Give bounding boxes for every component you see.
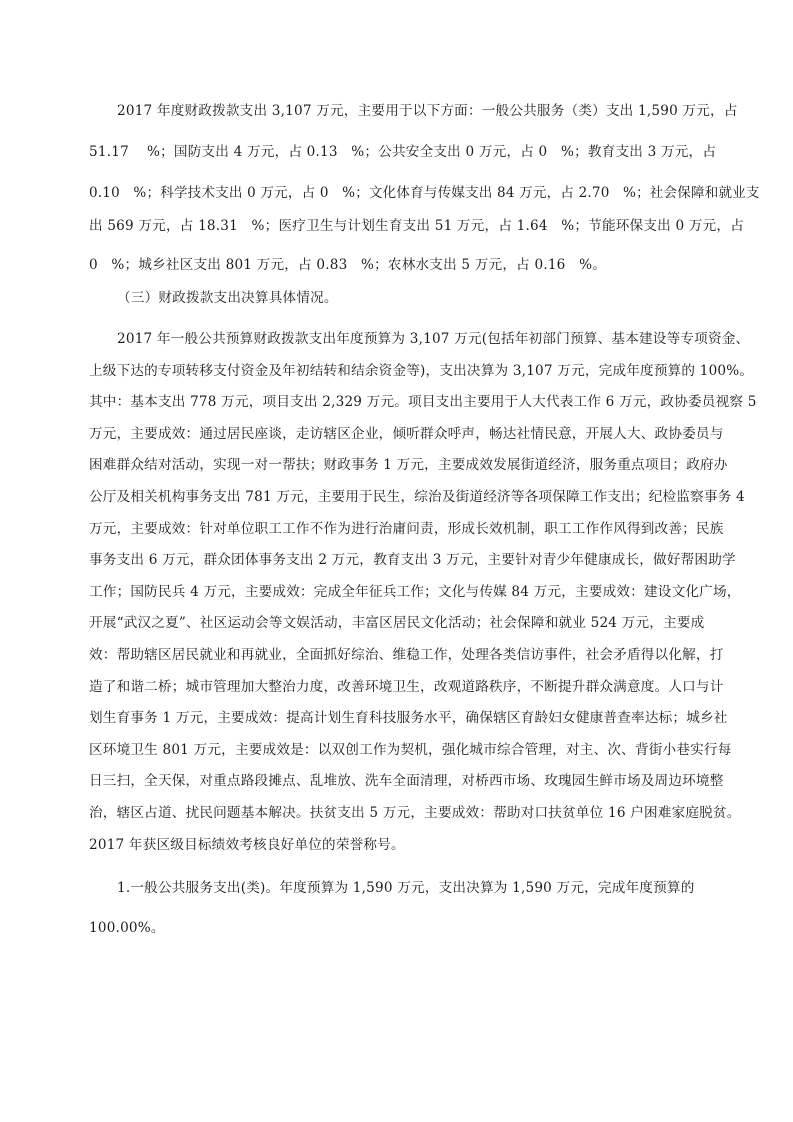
paragraph-line: 2017 年一般公共预算财政拨款支出年度预算为 3,107 万元(包括年初部门预算、基本建设等专项资金、 (117, 331, 750, 347)
paragraph-line: 效：帮助辖区居民就业和再就业，全面抓好综治、维稳工作，处理各类信访事件，社会矛盾得以化解，打 (89, 647, 724, 663)
paragraph-line: 1.一般公共服务支出(类)。年度预算为 1,590 万元，支出决算为 1,590 万元，完成年度预算的 (117, 880, 695, 896)
paragraph-line: 治，辖区占道、扰民问题基本解决。扶贫支出 5 万元，主要成效：帮助对口扶贫单位 16 户困难家庭脱贫。 (89, 805, 741, 821)
paragraph-line: 100.00%。 (89, 920, 165, 936)
paragraph-line: 划生育事务 1 万元，主要成效：提高计划生育科技服务水平，确保辖区育龄妇女健康普查率达标；城乡社 (89, 710, 728, 726)
paragraph-line: 困难群众结对活动，实现一对一帮扶；财政事务 1 万元，主要成效发展街道经济，服务重点项目；政府办 (89, 457, 728, 473)
paragraph-line: 事务支出 6 万元，群众团体事务支出 2 万元，教育支出 3 万元，主要针对青少年健康成长，做好帮困助学 (89, 552, 736, 568)
paragraph-line: 日三扫，全天保，对重点路段摊点、乱堆放、洗车全面清理，对桥西市场、玫瑰园生鲜市场及周边环境整 (89, 773, 724, 789)
paragraph-line: 工作；国防民兵 4 万元，主要成效：完成全年征兵工作；文化与传媒 84 万元，主要成效：建设文化广场， (89, 584, 741, 600)
section-heading: （三）财政拨款支出决算具体情况。 (117, 290, 338, 306)
paragraph-line: 2017 年获区级目标绩效考核良好单位的荣誉称号。 (89, 837, 405, 853)
paragraph-line: 0.10 %；科学技术支出 0 万元，占 0 %；文化体育与传媒支出 84 万元，占 2.70 %；社会保障和就业支 (89, 185, 760, 201)
paragraph-line: 出 569 万元，占 18.31 %；医疗卫生与计划生育支出 51 万元，占 1.64 %；节能环保支出 0 万元，占 (89, 218, 745, 234)
paragraph-line: 区环境卫生 801 万元，主要成效是：以双创工作为契机，强化城市综合管理，对主、次、背街小巷实行每 (89, 742, 732, 758)
paragraph-line: 上级下达的专项转移支付资金及年初结转和结余资金等)，支出决算为 3,107 万元，完成年度预算的 100%。 (89, 363, 754, 379)
paragraph-line: 51.17 %；国防支出 4 万元，占 0.13 %；公共安全支出 0 万元，占 0 %；教育支出 3 万元，占 (89, 144, 717, 160)
paragraph-line: 2017 年度财政拨款支出 3,107 万元，主要用于以下方面：一般公共服务（类）支出 1,590 万元，占 (117, 103, 738, 119)
paragraph-line: 开展“武汉之夏”、社区运动会等文娱活动，丰富区居民文化活动；社会保障和就业 524 万元，主要成 (89, 615, 705, 631)
paragraph-line: 其中：基本支出 778 万元，项目支出 2,329 万元。项目支出主要用于人大代表工作 6 万元，政协委员视察 5 (89, 394, 757, 410)
paragraph-line: 造了和谐二桥；城市管理加大整治力度，改善环境卫生，改观道路秩序，不断提升群众满意度。人口与计 (89, 679, 724, 695)
paragraph-line: 万元，主要成效：通过居民座谈，走访辖区企业，倾听群众呼声，畅达社情民意，开展人大、政协委员与 (89, 426, 724, 442)
paragraph-line: 万元，主要成效：针对单位职工工作不作为进行治庸问责，形成长效机制，职工工作作风得到改善；民族 (89, 521, 724, 537)
paragraph-line: 公厅及相关机构事务支出 781 万元，主要用于民生，综治及街道经济等各项保障工作支出；纪检监察事务 4 (89, 489, 745, 505)
paragraph-line: 0 %；城乡社区支出 801 万元，占 0.83 %；农林水支出 5 万元，占 0.16 %。 (89, 257, 607, 273)
